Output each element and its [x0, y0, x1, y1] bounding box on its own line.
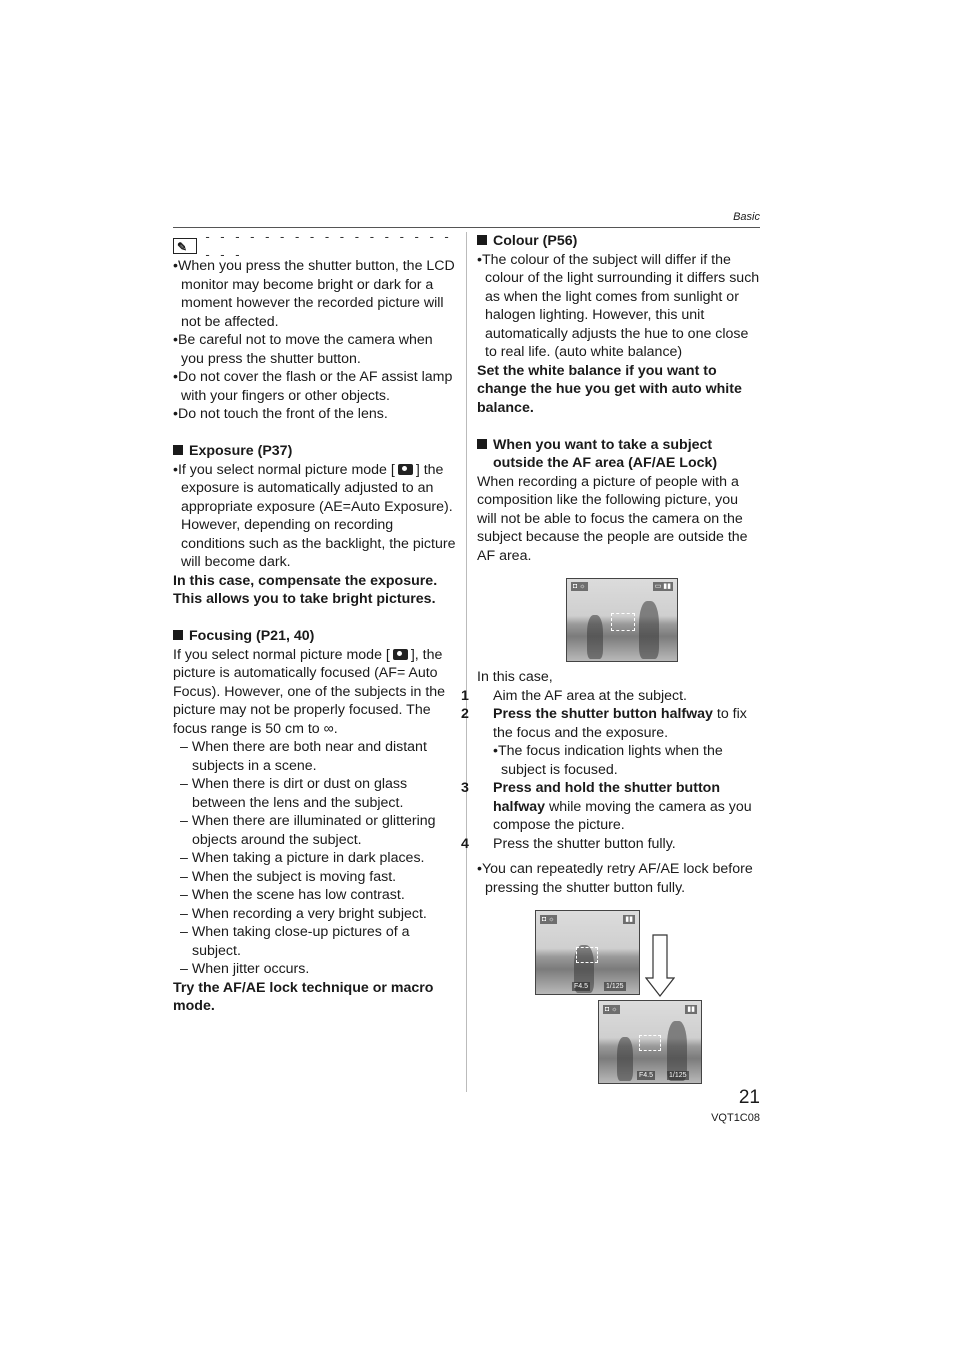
battery-icon: ▮▮	[687, 1006, 695, 1013]
step-4: 4 Press the shutter button fully.	[461, 835, 676, 852]
in-this-case: In this case,	[477, 669, 553, 685]
step-3: 3 Press and hold the shutter button halfway while moving the camera as you compose the picture.	[461, 780, 752, 833]
mode-icon: ◘ ☼	[573, 583, 586, 590]
battery-icon: ▭ ▮▮	[654, 583, 671, 590]
focus-condition: – When recording a very bright subject.	[180, 905, 427, 922]
focus-condition: – When the subject is moving fast.	[180, 868, 397, 885]
step-1: 1 Aim the AF area at the subject.	[461, 687, 687, 704]
section-tag: Basic	[733, 211, 760, 223]
right-column-top	[477, 232, 760, 565]
aflock-heading: When you want to take a subject	[477, 436, 760, 455]
aperture-readout: F4.5	[574, 983, 589, 990]
colour-advice: Set the white balance if you want to change the hue you get with auto white balance.	[477, 362, 742, 416]
focus-condition: – When taking a picture in dark places.	[180, 850, 425, 866]
colour-bullet: •The colour of the subject will differ if the colour of the light surrounding it differs such as when the light comes from sunlight or halogen lighting. However, this unit automatically adjusts the hue to one close to real life. (auto white balance)	[477, 251, 760, 360]
focus-condition: – When jitter occurs.	[180, 961, 310, 977]
down-arrow-icon	[645, 934, 675, 998]
step-2-note: •The focus indication lights when the subject is focused.	[493, 743, 723, 778]
focus-condition: – When taking close-up pictures of a subject.	[180, 924, 410, 959]
focus-condition: – When the scene has low contrast.	[180, 887, 405, 903]
camera-mode-icon	[393, 649, 408, 660]
mode-icon: ◘ ☼	[605, 1006, 618, 1013]
example-photo-recomposed	[598, 1000, 702, 1084]
shutter-readout: 1/125	[669, 1072, 687, 1079]
exposure-bullet: •If you select normal picture mode [ ] the exposure is automatically adjusted to an appropriate exposure (AE=Auto Exposure). However, depending on recording conditions such as the backlight, the picture will become dark.	[173, 461, 456, 570]
note-bullet: •Do not touch the front of the lens.	[173, 406, 388, 422]
focusing-heading: Focusing (P21, 40)	[173, 627, 456, 646]
focusing-text: If you select normal picture mode [ ], the picture is automatically focused (AF= Auto Focus). However, one of the subjects in the picture may not be properly focused. The focus range is 50 cm to ∞.	[173, 646, 446, 737]
aflock-intro: When recording a picture of people with a composition like the following picture, you will not be able to focus the camera on the subject because the people are outside the AF area.	[477, 473, 748, 564]
memo-note-icon: ✎	[173, 238, 197, 254]
focus-condition: – When there is dirt or dust on glass between the lens and the subject.	[180, 776, 408, 811]
mode-icon: ◘ ☼	[542, 916, 555, 923]
example-photo-focus-locked	[535, 910, 640, 995]
note-row	[173, 228, 456, 262]
aflock-heading-line2: outside the AF area (AF/AE Lock)	[493, 455, 718, 471]
example-photo-outside-af	[566, 578, 678, 662]
exposure-advice: In this case, compensate the exposure. This allows you to take bright pictures.	[173, 572, 438, 607]
note-bullet: •When you press the shutter button, the LCD monitor may become bright or dark for a moment however the recorded picture will not be affected.	[173, 258, 455, 330]
column-divider	[466, 232, 467, 1092]
exposure-heading: Exposure (P37)	[173, 442, 456, 461]
af-area-frame	[611, 613, 635, 631]
dashed-separator: - - - - - - - - - - - - - - - - - - - -	[205, 228, 453, 262]
right-column-steps	[461, 668, 760, 897]
note-bullet: •Be careful not to move the camera when you press the shutter button.	[173, 332, 433, 367]
aperture-readout: F4.5	[639, 1072, 654, 1079]
step-2: 2 Press the shutter button halfway to fix the focus and the exposure.	[461, 706, 747, 741]
note-bullet: •Do not cover the flash or the AF assist lamp with your fingers or other objects.	[173, 369, 453, 404]
model-code: VQT1C08	[711, 1112, 760, 1124]
page-number: 21	[738, 1087, 760, 1108]
retry-note: •You can repeatedly retry AF/AE lock before pressing the shutter button fully.	[477, 861, 753, 896]
shutter-readout: 1/125	[606, 983, 624, 990]
focusing-advice: Try the AF/AE lock technique or macro mode.	[173, 979, 434, 1014]
left-column	[173, 228, 456, 1016]
focus-condition: – When there are both near and distant subjects in a scene.	[180, 739, 427, 774]
battery-icon: ▮▮	[625, 916, 633, 923]
focus-condition: – When there are illuminated or glittering objects around the subject.	[180, 813, 436, 848]
af-area-frame	[576, 947, 598, 963]
colour-heading: Colour (P56)	[477, 232, 760, 251]
af-area-frame	[639, 1035, 661, 1051]
camera-mode-icon	[398, 464, 413, 475]
